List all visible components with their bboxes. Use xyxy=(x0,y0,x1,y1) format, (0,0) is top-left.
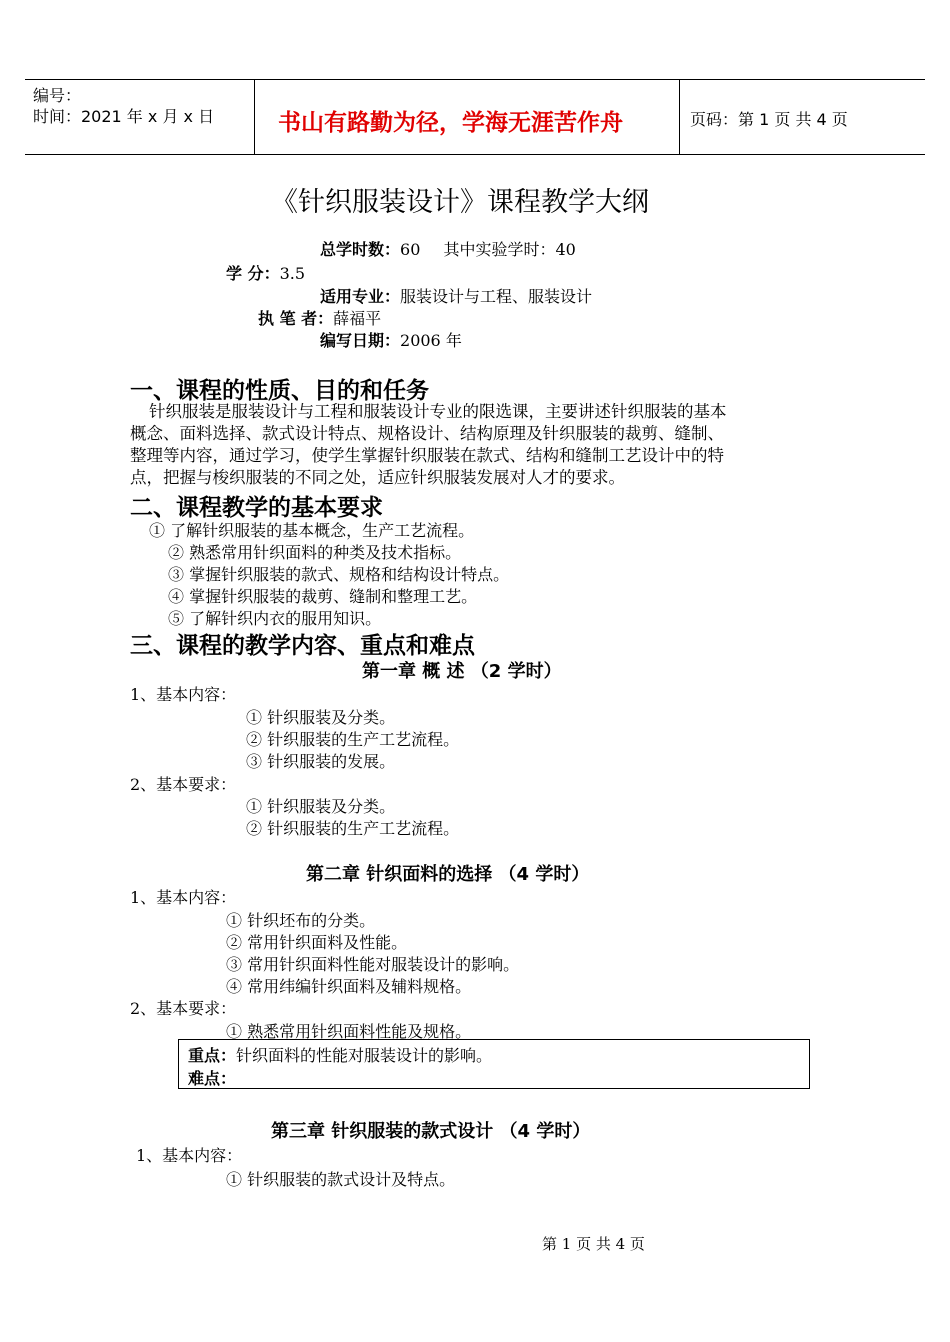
meta-date xyxy=(320,328,462,351)
header-top-border xyxy=(25,79,925,80)
chapter2-content-3: ③ 常用针织面料性能对服装设计的影响。 xyxy=(226,955,520,974)
meta-major xyxy=(320,284,592,307)
meta-lab-value: 40 xyxy=(555,240,576,259)
page-title: 《针织服装设计》课程教学大纲 xyxy=(271,187,649,218)
chapter3-title: 第三章 针织服装的款式设计 （4 学时） xyxy=(271,1121,591,1142)
meta-date-label: 编写日期： xyxy=(320,331,401,350)
chapter1-content-2: ② 针织服装的生产工艺流程。 xyxy=(246,730,460,749)
chapter1-title: 第一章 概 述 （2 学时） xyxy=(362,661,562,682)
header-motto: 书山有路勤为径，学海无涯苦作舟 xyxy=(278,109,623,136)
chapter2-req-1: ① 熟悉常用针织面料性能及规格。 xyxy=(226,1022,472,1041)
meta-author-value: 薛福平 xyxy=(333,309,382,328)
section1-line-3: 整理等内容，通过学习，使学生掌握针织服装在款式、结构和缝制工艺设计中的特 xyxy=(130,446,724,465)
chapter2-req-label: 2、基本要求： xyxy=(130,999,237,1018)
chapter2-content-label: 1、基本内容： xyxy=(130,888,237,907)
chapter1-req-1: ① 针织服装及分类。 xyxy=(246,797,396,816)
header-bottom-border xyxy=(25,154,925,155)
section2-item-2: ② 熟悉常用针织面料的种类及技术指标。 xyxy=(168,543,462,562)
section1-line-2: 概念、面料选择、款式设计特点、规格设计、结构原理及针织服装的裁剪、缝制、 xyxy=(130,424,724,443)
section2-item-5: ⑤ 了解针织内衣的服用知识。 xyxy=(168,609,382,628)
section1-line-1: 针织服装是服装设计与工程和服装设计专业的限选课，主要讲述针织服装的基本 xyxy=(149,402,727,421)
section2-item-1: ① 了解针织服装的基本概念，生产工艺流程。 xyxy=(149,521,475,540)
difficulty-label: 难点： xyxy=(188,1069,237,1088)
chapter1-req-2: ② 针织服装的生产工艺流程。 xyxy=(246,819,460,838)
section1-line-4: 点，把握与梭织服装的不同之处，适应针织服装发展对人才的要求。 xyxy=(130,468,625,487)
meta-lab-label: 其中实验学时： xyxy=(443,240,556,259)
meta-major-label: 适用专业： xyxy=(320,287,401,306)
doc-number-label: 编号： xyxy=(33,86,82,105)
chapter1-req-label: 2、基本要求： xyxy=(130,775,237,794)
section2-item-3: ③ 掌握针织服装的款式、规格和结构设计特点。 xyxy=(168,565,510,584)
meta-author-label: 执 笔 者： xyxy=(258,309,334,328)
meta-major-value: 服装设计与工程、服装设计 xyxy=(400,287,593,306)
chapter2-content-4: ④ 常用纬编针织面料及辅料规格。 xyxy=(226,977,472,996)
header-page-info: 页码：第 1 页 共 4 页 xyxy=(690,110,848,129)
meta-hours-label: 总学时数： xyxy=(320,240,401,259)
meta-date-value: 2006 年 xyxy=(400,331,462,350)
section1-heading: 一、课程的性质、目的和任务 xyxy=(130,378,429,404)
section2-heading: 二、课程教学的基本要求 xyxy=(130,495,383,521)
section2-item-4: ④ 掌握针织服装的裁剪、缝制和整理工艺。 xyxy=(168,587,478,606)
chapter2-content-2: ② 常用针织面料及性能。 xyxy=(226,933,408,952)
meta-hours-value: 60 xyxy=(400,240,421,259)
meta-hours xyxy=(320,237,576,260)
page-footer: 第 1 页 共 4 页 xyxy=(542,1235,645,1253)
meta-credit-value: 3.5 xyxy=(279,264,306,283)
key-point xyxy=(188,1043,492,1066)
header-divider-left xyxy=(254,79,255,155)
chapter2-title: 第二章 针织面料的选择 （4 学时） xyxy=(306,864,590,885)
meta-author xyxy=(258,306,381,329)
chapter1-content-3: ③ 针织服装的发展。 xyxy=(246,752,396,771)
chapter1-content-label: 1、基本内容： xyxy=(130,685,237,704)
key-point-value: 针织面料的性能对服装设计的影响。 xyxy=(236,1046,493,1065)
chapter3-content-label: 1、基本内容： xyxy=(136,1146,243,1165)
key-point-label: 重点： xyxy=(188,1046,237,1065)
chapter2-content-1: ① 针织坯布的分类。 xyxy=(226,911,376,930)
meta-credit xyxy=(226,261,305,284)
meta-credit-label: 学 分： xyxy=(226,264,280,283)
doc-time-label: 时间：2021 年 x 月 x 日 xyxy=(33,107,215,126)
chapter3-content-1: ① 针织服装的款式设计及特点。 xyxy=(226,1170,456,1189)
header-divider-right xyxy=(679,79,680,155)
section3-heading: 三、课程的教学内容、重点和难点 xyxy=(130,633,475,659)
chapter1-content-1: ① 针织服装及分类。 xyxy=(246,708,396,727)
